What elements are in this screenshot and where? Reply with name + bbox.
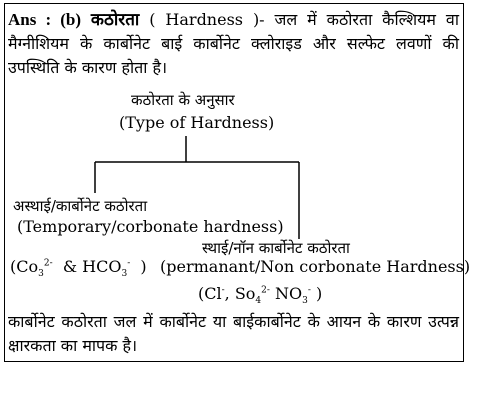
permanent-hardness-hindi: स्थाई/नॉन कार्बोनेट कठोरता bbox=[202, 239, 350, 257]
answer-label: Ans : (b) bbox=[8, 10, 81, 29]
temporary-hardness-hindi: अस्थाई/कार्बोनेट कठोरता bbox=[13, 197, 148, 215]
conclusion-paragraph: कार्बोनेट कठोरता जल में कार्बोनेट या बाईकार्बोनेट के आयन के कारण उत्पन्न क्षारकता का मापक है। bbox=[8, 312, 459, 355]
permanent-hardness-english: (permanant/Non corbonate Hardness) bbox=[160, 257, 471, 276]
term-hindi: कठोरता bbox=[90, 10, 140, 30]
temporary-hardness-english: (Temporary/corbonate hardness) bbox=[17, 217, 284, 236]
permanent-hardness-ions: (Cl-, $So_4^{2-}$ $NO_3^-$ ) bbox=[198, 284, 323, 307]
root-label-english: (Type of Hardness) bbox=[119, 113, 275, 132]
intro-body: जल में कठोरता कैल्शियम वा मैग्नीशियम के कार्बोनेट बाई कार्बोनेट क्लोराइड और सल्फेट लवणों की उपस्थिति के कारण होता है। bbox=[8, 10, 459, 77]
root-label-hindi: कठोरता के अनुसार bbox=[131, 91, 235, 109]
term-english: ( Hardness )- bbox=[149, 10, 265, 29]
temporary-hardness-ions: ($Co_3^{2-}$ & $HCO_3^-$ ) bbox=[10, 257, 147, 280]
